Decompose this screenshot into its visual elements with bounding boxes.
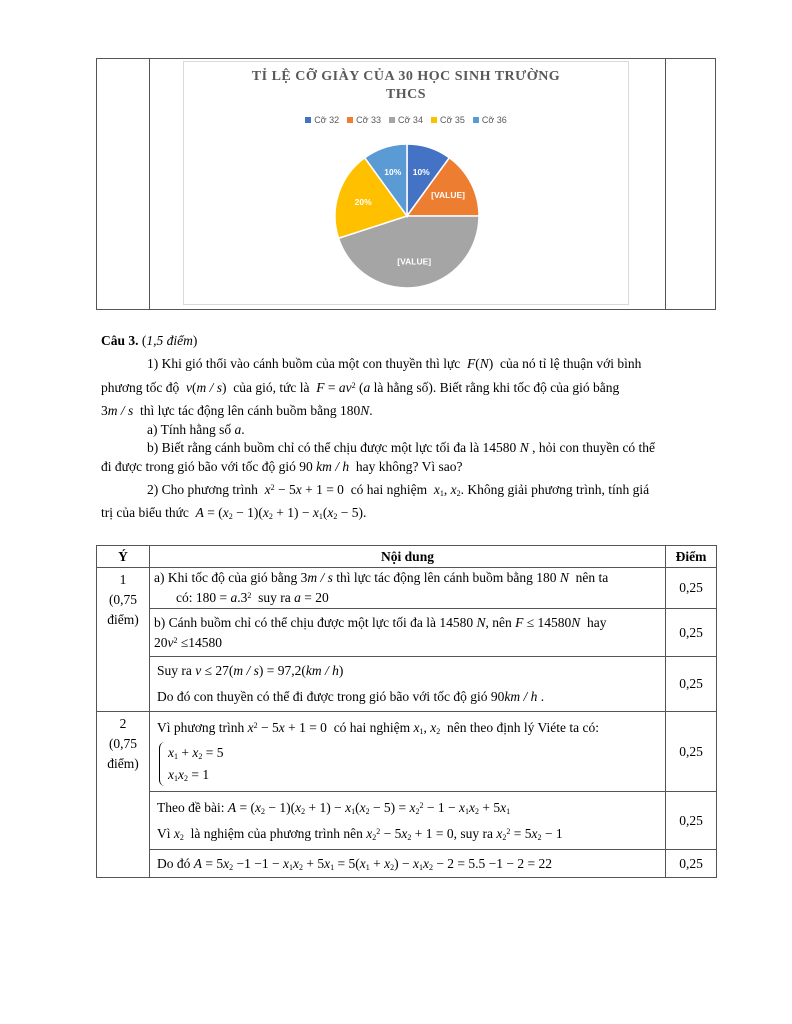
score-cell: 0,25: [666, 712, 717, 792]
pie-data-label: 10%: [384, 167, 402, 178]
answer-content: Vì phương trình $x^2 - 5x + 1 = 0$ có hai nghiệm $x_1$, $x_2$ nên theo định lý Viéte ta có: $x_1 + x_2 = 5$ $x_1x_2 = 1$: [150, 712, 666, 792]
legend-label: Cỡ 36: [481, 115, 507, 125]
header-content: Nội dung: [150, 546, 666, 568]
pie-chart-container: [183, 61, 629, 305]
answer-content: Do đó $A = 5x_2 -1 -1 - x_1x_2 + 5x_1 = 5(x_1 + x_2) - x_1x_2 - 2 = 5.5 -1 - 2 = 22$: [150, 850, 666, 878]
answer-text: nên theo định lý Viéte ta có:: [447, 719, 599, 735]
answer-text: có:: [176, 590, 193, 605]
q-text: . Không giải phương trình, tính giá: [460, 482, 650, 497]
score-cell: 0,25: [666, 657, 717, 712]
equation-system: $x_1 + x_2 = 5$ $x_1x_2 = 1$: [159, 742, 224, 786]
answer-content: a) Khi tốc độ của gió bằng 3m / s thì lực tác động lên cánh buồm bằng 180 N nên ta có: $180 = a.3^2$ suy ra a = 20: [150, 568, 666, 609]
answer-text: Vì phương trình: [157, 719, 245, 735]
q-text: của gió, tức là: [233, 380, 310, 395]
q-line: 3m / s thì lực tác động lên cánh buồm bằng 180N.: [101, 403, 373, 418]
pie-chart: [184, 62, 630, 306]
q-text: phương tốc độ: [101, 380, 180, 395]
answer-text: nên ta: [575, 570, 609, 585]
legend-label: Cỡ 32: [314, 115, 340, 125]
q-text: , hỏi con thuyền có thể: [532, 440, 656, 455]
q-text: đi được trong gió bão với tốc độ gió 90: [101, 459, 313, 474]
answer-text: , suy ra: [453, 825, 494, 841]
q-text: 1) Khi gió thổi vào cánh buồm của một con thuyền thì lực: [147, 356, 461, 371]
q-text: 2) Cho phương trình: [147, 482, 258, 497]
q-text: hay không? Vì sao?: [355, 459, 463, 474]
answer-text: , nên: [485, 614, 512, 630]
q-line: 1) Khi gió thổi vào cánh buồm của một con thuyền thì lực F(N) của nó tỉ lệ thuận với bình: [147, 356, 642, 371]
header-y: Ý: [97, 546, 150, 568]
score-cell: 0,25: [666, 792, 717, 850]
legend-label: Cỡ 33: [356, 115, 382, 125]
answer-text: Do đó: [157, 855, 191, 871]
q-line: 2) Cho phương trình $x^2 - 5x + 1 = 0$ có hai nghiệm $x_1$, $x_2$. Không giải phương trình, tính giá: [147, 482, 650, 498]
q-line: b) Biết rằng cánh buồm chỉ có thể chịu được một lực tối đa là 14580 N , hỏi con thuyền có thể: [147, 440, 656, 455]
q-line: đi được trong gió bão với tốc độ gió 90 km / h hay không? Vì sao?: [101, 459, 463, 474]
score-cell: 0,25: [666, 850, 717, 878]
part-number: 2: [119, 716, 127, 731]
answer-table: [96, 545, 717, 878]
header-score: Điểm: [666, 546, 717, 568]
part-2-cell: [97, 712, 150, 878]
answer-text: là nghiệm của phương trình nên: [190, 825, 363, 841]
answer-text: Vì: [157, 825, 171, 841]
answer-content: Theo đề bài: $A = (x_2 - 1)(x_2 + 1) - x_1(x_2 - 5) = x_2^2 - 1 - x_1x_2 + 5x_1$ Vì $x_2$ là nghiệm của phương trình nên $x_2^2 - 5x_2 + 1 = 0$, suy ra $x_2^2 = 5x_2 - 1$: [150, 792, 666, 850]
chart-title-line2: THCS: [385, 87, 427, 102]
answer-text: hay: [587, 614, 607, 630]
score-cell: 0,25: [666, 609, 717, 657]
answer-text: thì lực tác động lên cánh buồm bằng 180: [336, 570, 557, 585]
q-text: thì lực tác động lên cánh buồm bằng 180: [140, 403, 361, 418]
table-divider: [149, 59, 150, 309]
answer-content: b) Cánh buồm chỉ có thể chịu được một lực tối đa là 14580 N, nên F ≤ 14580N hay $20v^2 \le 14580$: [150, 609, 666, 657]
q-text: là hằng số). Biết rằng khi tốc độ của gió bằng: [373, 380, 620, 395]
answer-text: b) Cánh buồm chỉ có thể chịu được một lực tối đa là 14580: [154, 614, 474, 630]
answer-content: Suy ra v ≤ 27(m / s) = 97,2(km / h) Do đó con thuyền có thể đi được trong gió bão với tốc độ gió 90km / h .: [150, 657, 666, 712]
part-number: 1: [119, 572, 127, 587]
answer-text: a) Khi tốc độ của gió bằng: [154, 570, 298, 585]
q-text: trị của biểu thức: [101, 505, 189, 520]
question-title: Câu 3.: [101, 333, 139, 348]
answer-text: suy ra: [258, 590, 291, 605]
legend-label: Cỡ 35: [439, 115, 465, 125]
question-points: 1,5 điểm: [146, 333, 193, 348]
table-divider: [665, 59, 666, 309]
part-points-unit: điểm): [107, 612, 139, 627]
q-text: b) Biết rằng cánh buồm chỉ có thể chịu được một lực tối đa là 14580: [147, 440, 517, 455]
q-line: phương tốc độ v(m / s) của gió, tức là $F = av^2$ (a là hằng số). Biết rằng khi tốc độ của gió bằng: [101, 380, 620, 395]
q-line: a) Tính hằng số a.: [147, 422, 245, 437]
pie-data-label: 10%: [412, 167, 430, 178]
part-points: (0,75: [108, 592, 138, 607]
legend-label: Cỡ 34: [398, 115, 423, 125]
question-heading: Câu 3. (1,5 điểm): [101, 333, 198, 348]
q-text: có hai nghiệm: [350, 482, 428, 497]
part-points-unit: điểm): [107, 756, 139, 771]
part-points: (0,75: [108, 736, 138, 751]
chart-title-line1: TỈ LỆ CỠ GIÀY CỦA 30 HỌC SINH TRƯỜNG: [251, 69, 561, 84]
pie-data-label: [VALUE]: [397, 256, 432, 267]
q-text: của nó tỉ lệ thuận với bình: [500, 356, 642, 371]
score-cell: 0,25: [666, 568, 717, 609]
answer-text: có hai nghiệm: [333, 719, 411, 735]
q-text: a) Tính hằng số: [147, 422, 232, 437]
answer-text: Suy ra: [157, 663, 192, 678]
answer-text: Theo đề bài:: [157, 799, 225, 815]
pie-data-label: 20%: [354, 196, 372, 207]
q-line: trị của biểu thức $A = (x_2 - 1)(x_2 + 1) - x_1(x_2 - 5)$.: [101, 505, 367, 521]
part-1-cell: [97, 568, 150, 712]
answer-text: Do đó con thuyền có thể đi được trong gió bão với tốc độ gió 90: [157, 689, 505, 704]
pie-data-label: [VALUE]: [431, 190, 465, 201]
